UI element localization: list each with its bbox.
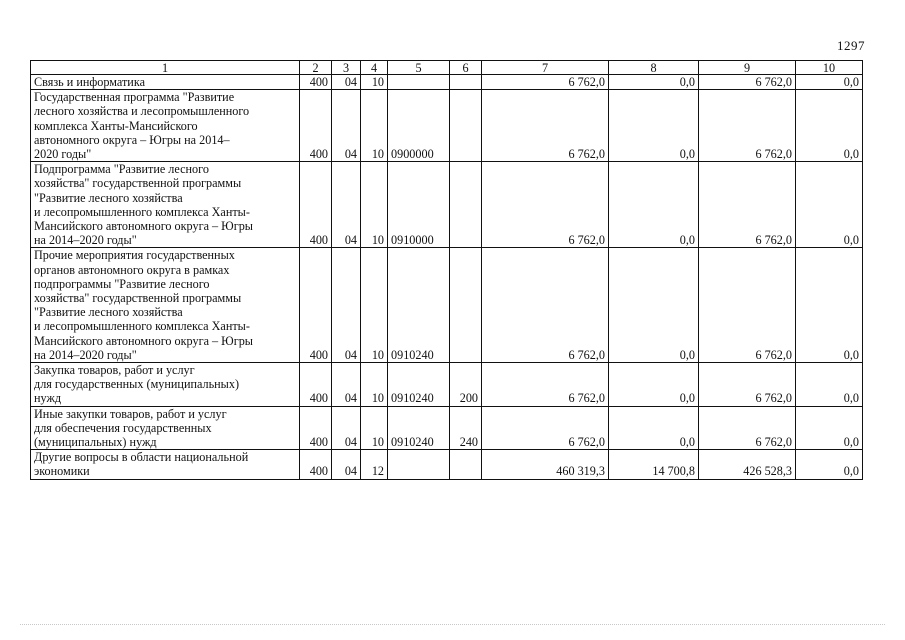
cell-col-6: 240 [450,406,482,450]
cell-col-9: 6 762,0 [699,248,796,363]
cell-col-7: 6 762,0 [482,363,609,407]
cell-col-6 [450,450,482,479]
cell-col-2: 400 [300,450,332,479]
cell-col-10: 0,0 [796,75,863,90]
cell-col-4: 10 [361,90,388,162]
cell-col-7: 6 762,0 [482,162,609,248]
table-row [31,450,863,479]
row-name: Иные закупки товаров, работ и услуг для обеспечения государственных (муниципальных) нужд [34,406,227,450]
table-row [31,90,863,162]
column-header: 9 [699,61,796,75]
row-name: Другие вопросы в области национальной экономики [34,450,249,479]
cell-col-10: 0,0 [796,90,863,162]
cell-col-6 [450,248,482,363]
cell-col-2: 400 [300,75,332,90]
cell-col-4: 10 [361,75,388,90]
cell-col-8: 0,0 [609,363,699,407]
cell-col-5: 0910240 [388,248,450,363]
column-header: 1 [31,61,300,75]
cell-col-3: 04 [332,75,361,90]
cell-col-2: 400 [300,162,332,248]
cell-col-3: 04 [332,248,361,363]
row-name-cell [31,248,300,363]
row-name: Прочие мероприятия государственных органов автономного округа в рамках подпрограммы "Развитие лесного хозяйства" государственной программы "Развитие лесного хозяйства и лесопромышленного комплекса Ханты- Мансийского автономного округа – Югры на 2014–2020 годы" [34,248,253,362]
table-row [31,406,863,450]
cell-col-8: 0,0 [609,90,699,162]
cell-col-8: 0,0 [609,162,699,248]
row-name: Подпрограмма "Развитие лесного хозяйства" государственной программы "Развитие лесного хозяйства и лесопромышленного комплекса Ханты- Мансийского автономного округа – Югры на 2014–2020 годы" [34,162,253,248]
cell-col-3: 04 [332,162,361,248]
row-name-cell [31,90,300,162]
cell-col-10: 0,0 [796,406,863,450]
cell-col-8: 0,0 [609,248,699,363]
column-header: 4 [361,61,388,75]
cell-col-5: 0910240 [388,406,450,450]
cell-col-2: 400 [300,363,332,407]
row-name-cell [31,363,300,407]
cell-col-7: 6 762,0 [482,75,609,90]
column-header: 6 [450,61,482,75]
cell-col-5: 0910000 [388,162,450,248]
column-header: 5 [388,61,450,75]
cell-col-3: 04 [332,90,361,162]
cell-col-2: 400 [300,90,332,162]
cell-col-7: 6 762,0 [482,248,609,363]
column-header: 2 [300,61,332,75]
cell-col-4: 12 [361,450,388,479]
cell-col-6 [450,90,482,162]
cell-col-9: 6 762,0 [699,90,796,162]
cell-col-3: 04 [332,363,361,407]
cell-col-6 [450,75,482,90]
cell-col-2: 400 [300,406,332,450]
cell-col-9: 6 762,0 [699,162,796,248]
row-name-cell [31,162,300,248]
cell-col-7: 460 319,3 [482,450,609,479]
cell-col-8: 14 700,8 [609,450,699,479]
cell-col-3: 04 [332,406,361,450]
table-row [31,75,863,90]
cell-col-8: 0,0 [609,406,699,450]
cell-col-4: 10 [361,406,388,450]
cell-col-4: 10 [361,363,388,407]
row-name-cell [31,406,300,450]
cell-col-9: 6 762,0 [699,406,796,450]
cell-col-9: 6 762,0 [699,75,796,90]
cell-col-5 [388,450,450,479]
cell-col-5: 0910240 [388,363,450,407]
cell-col-7: 6 762,0 [482,406,609,450]
column-header: 10 [796,61,863,75]
row-name: Связь и информатика [34,75,145,89]
column-header: 7 [482,61,609,75]
cell-col-10: 0,0 [796,248,863,363]
column-header: 3 [332,61,361,75]
table-row [31,248,863,363]
scan-artifact-line [20,624,885,626]
cell-col-6: 200 [450,363,482,407]
cell-col-8: 0,0 [609,75,699,90]
cell-col-4: 10 [361,248,388,363]
cell-col-10: 0,0 [796,162,863,248]
column-header: 8 [609,61,699,75]
row-name-cell [31,75,300,90]
cell-col-10: 0,0 [796,450,863,479]
table-row [31,363,863,407]
row-name: Закупка товаров, работ и услуг для государственных (муниципальных) нужд [34,363,240,406]
cell-col-7: 6 762,0 [482,90,609,162]
row-name-cell [31,450,300,479]
cell-col-5 [388,75,450,90]
cell-col-6 [450,162,482,248]
budget-table [30,60,863,480]
table-row [31,162,863,248]
cell-col-5: 0900000 [388,90,450,162]
cell-col-4: 10 [361,162,388,248]
cell-col-9: 426 528,3 [699,450,796,479]
cell-col-10: 0,0 [796,363,863,407]
row-name: Государственная программа "Развитие лесного хозяйства и лесопромышленного комплекса Ханты-Мансийского автономного округа – Югры на 2014– 2020 годы" [34,90,250,162]
cell-col-2: 400 [300,248,332,363]
table-header-row [31,61,863,75]
cell-col-3: 04 [332,450,361,479]
page-number: 1297 [837,38,865,53]
cell-col-9: 6 762,0 [699,363,796,407]
